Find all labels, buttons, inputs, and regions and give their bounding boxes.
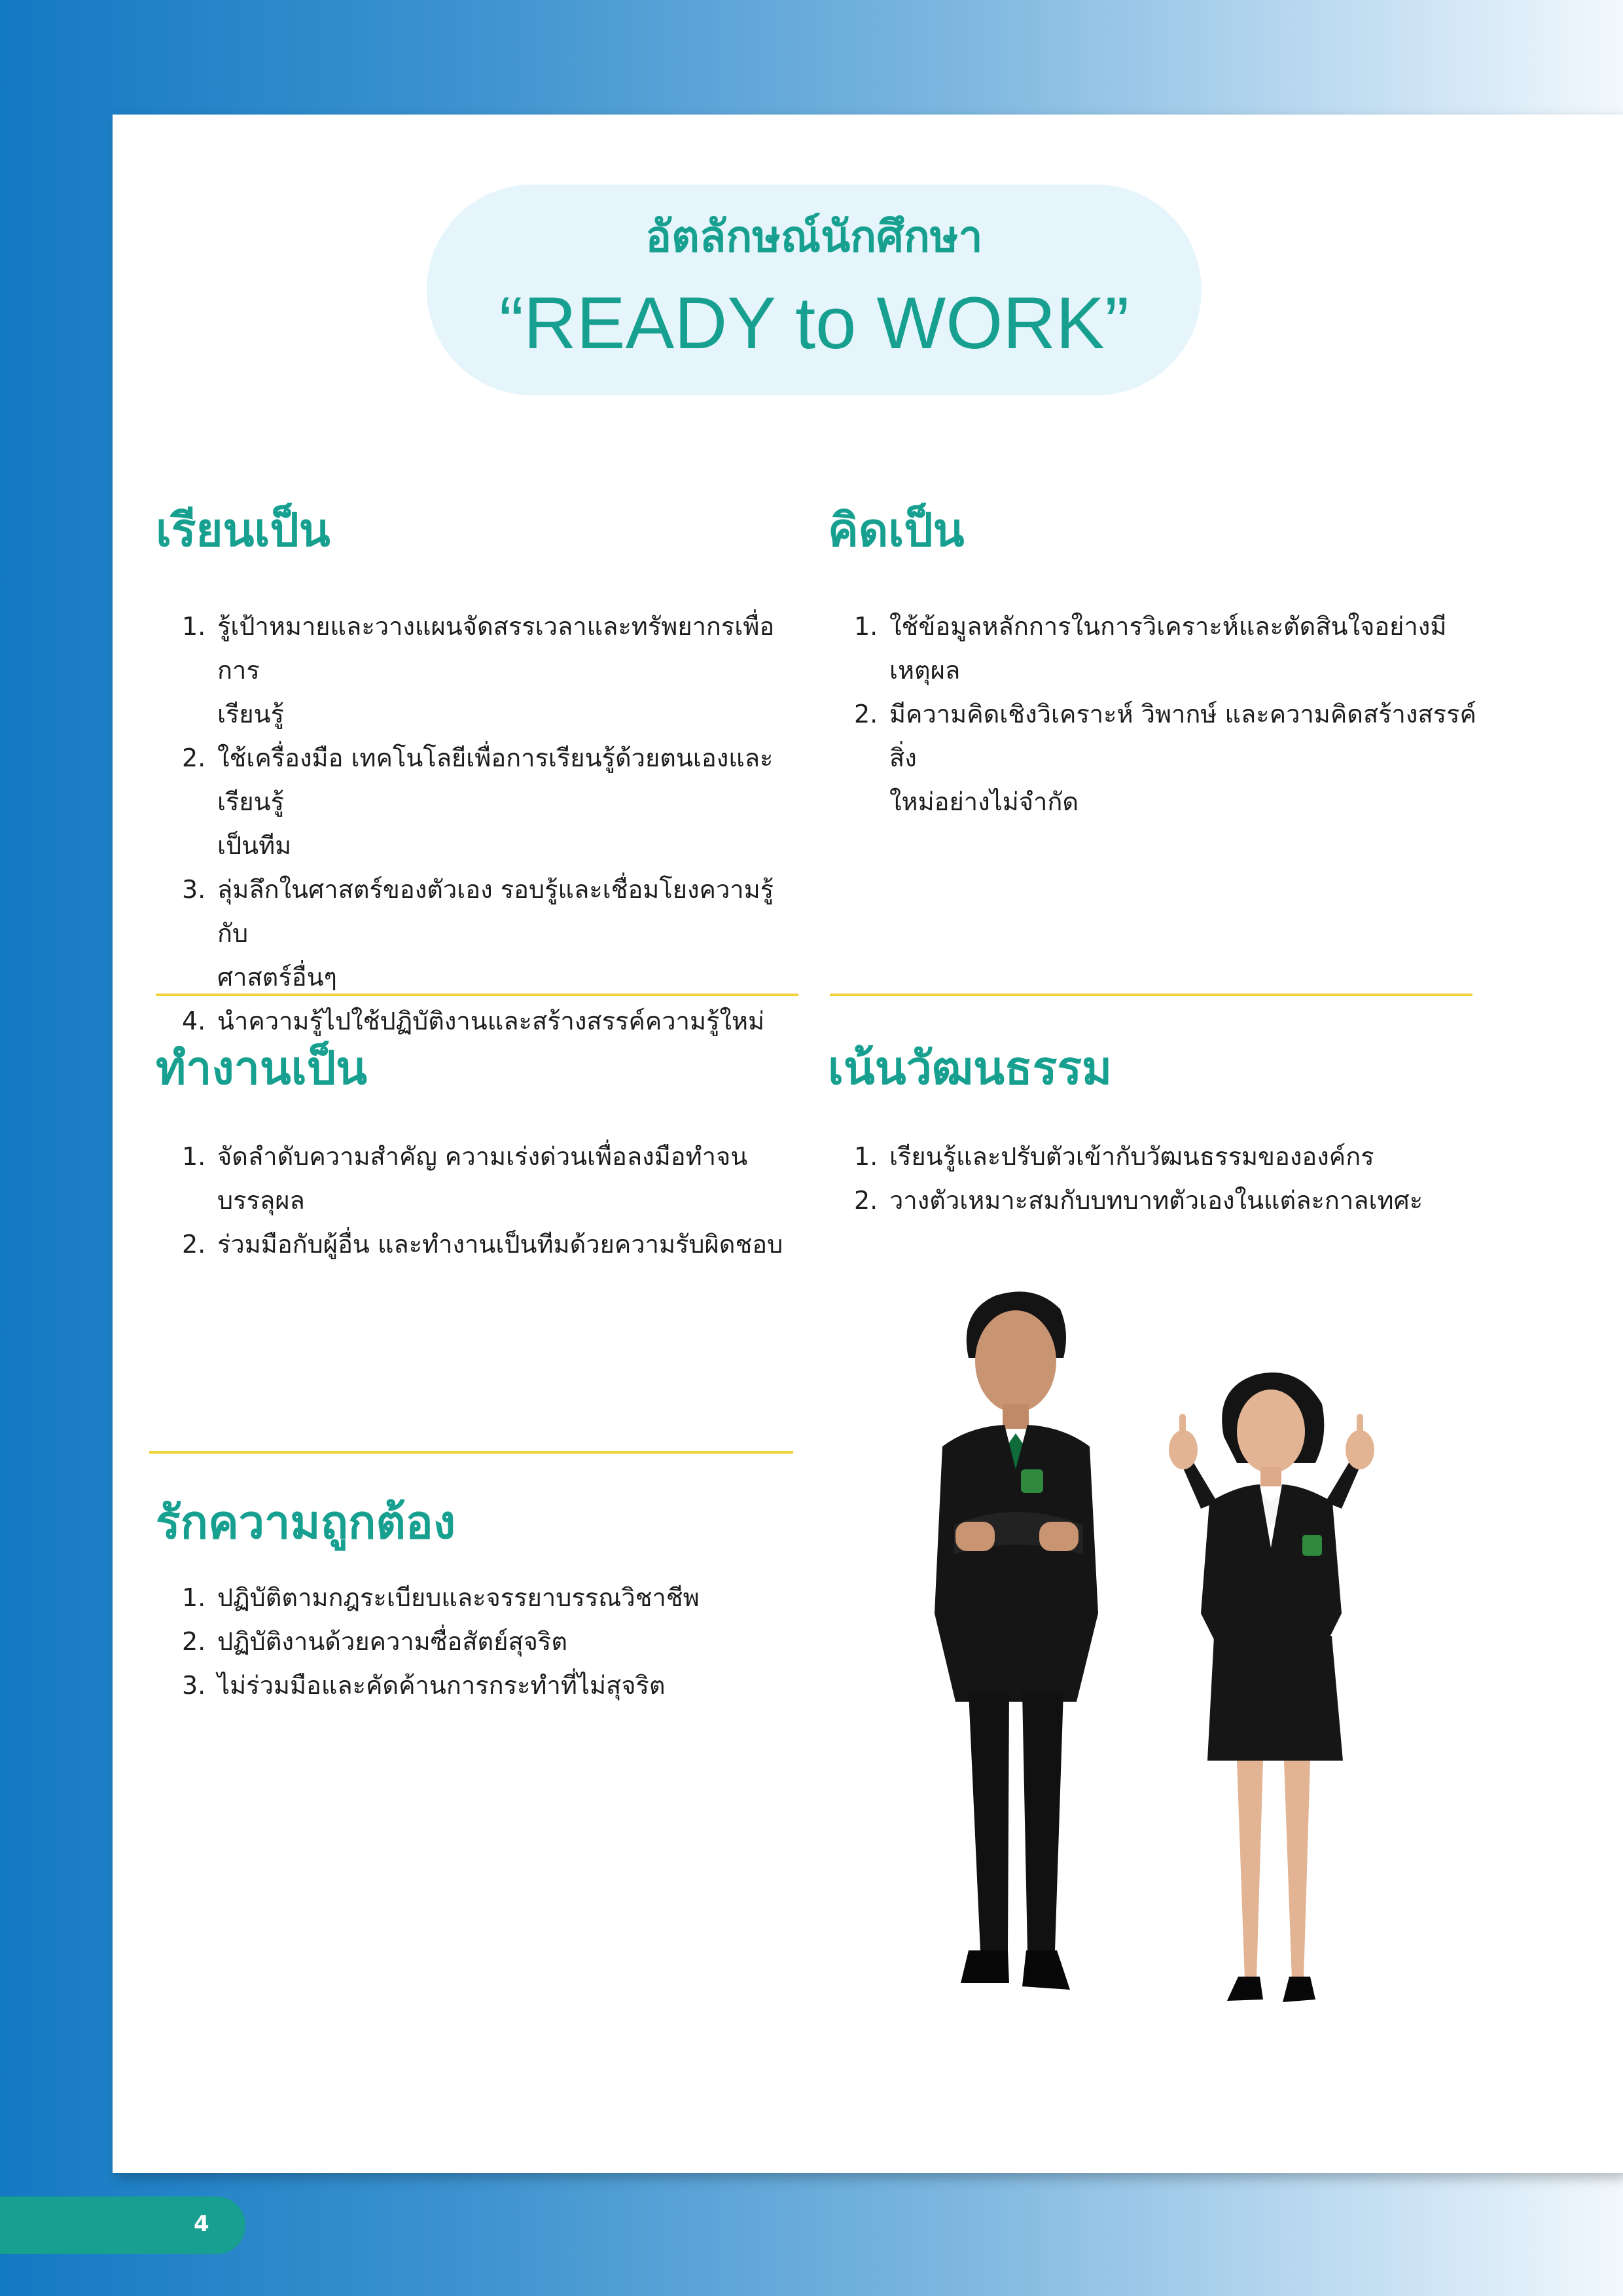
list-item: 3. ลุ่มลึกในศาสตร์ของตัวเอง รอบรู้และเชื่อมโยงความรู้กับ ศาสตร์อื่นๆ: [182, 875, 774, 992]
section-heading: รักความถูกต้อง: [156, 1496, 456, 1549]
section-work: [156, 1041, 804, 1266]
list-item: 3. ไม่ร่วมมือและคัดค้านการกระทำที่ไม่สุจริต: [182, 1671, 666, 1700]
title-thai: อัตลักษณ์นักศึกษา: [645, 211, 983, 262]
section-list: [156, 1135, 804, 1266]
section-culture: [828, 1041, 1489, 1223]
section-list: [828, 605, 1489, 824]
divider-left: [156, 994, 798, 996]
section-list: [156, 1576, 804, 1708]
divider-lower: [149, 1451, 793, 1454]
list-item: 4. นำความรู้ไปใช้ปฏิบัติงานและสร้างสรรค์ความรู้ใหม่: [182, 1007, 765, 1035]
section-learn: [156, 503, 804, 1043]
page-number: 4: [194, 2211, 209, 2237]
list-item: 2. ปฏิบัติงานด้วยความซื่อสัตย์สุจริต: [182, 1627, 568, 1656]
title-banner: [427, 185, 1202, 395]
list-item: 2. วางตัวเหมาะสมกับบทบาทตัวเองในแต่ละกาลเทศะ: [854, 1186, 1423, 1215]
divider-right: [830, 994, 1472, 996]
section-list: [828, 1135, 1489, 1223]
section-heading: คิดเป็น: [828, 503, 965, 557]
male-student-figure: [935, 1291, 1098, 1990]
students-photo: [870, 1273, 1459, 2147]
section-list: [156, 605, 804, 1043]
female-student-figure: [1169, 1372, 1374, 2002]
section-integrity: [156, 1495, 804, 1708]
section-heading: ทำงานเป็น: [156, 1041, 367, 1095]
list-item: 1. จัดลำดับความสำคัญ ความเร่งด่วนเพื่อลงมือทำจนบรรลุผล: [182, 1142, 748, 1215]
list-item: 2. ร่วมมือกับผู้อื่น และทำงานเป็นทีมด้วยความรับผิดชอบ: [182, 1230, 783, 1259]
list-item: 1. รู้เป้าหมายและวางแผนจัดสรรเวลาและทรัพยากรเพื่อการ เรียนรู้: [182, 612, 775, 728]
list-item: 1. ใช้ข้อมูลหลักการในการวิเคราะห์และตัดสินใจอย่างมีเหตุผล: [854, 612, 1447, 685]
section-think: [828, 503, 1489, 824]
title-english: “READY to WORK”: [499, 282, 1130, 364]
list-item: 1. เรียนรู้และปรับตัวเข้ากับวัฒนธรรมขององค์กร: [854, 1142, 1374, 1171]
section-heading: เน้นวัฒนธรรม: [828, 1041, 1113, 1095]
list-item: 2. มีความคิดเชิงวิเคราะห์ วิพากษ์ และความคิดสร้างสรรค์สิ่ง ใหม่อย่างไม่จำกัด: [854, 700, 1476, 816]
list-item: 2. ใช้เครื่องมือ เทคโนโลยีเพื่อการเรียนรู้ด้วยตนเองและเรียนรู้ เป็นทีม: [182, 744, 774, 860]
page-number-tab: [0, 2197, 245, 2254]
list-item: 1. ปฏิบัติตามกฎระเบียบและจรรยาบรรณวิชาชีพ: [182, 1583, 700, 1612]
section-heading: เรียนเป็น: [156, 503, 330, 557]
